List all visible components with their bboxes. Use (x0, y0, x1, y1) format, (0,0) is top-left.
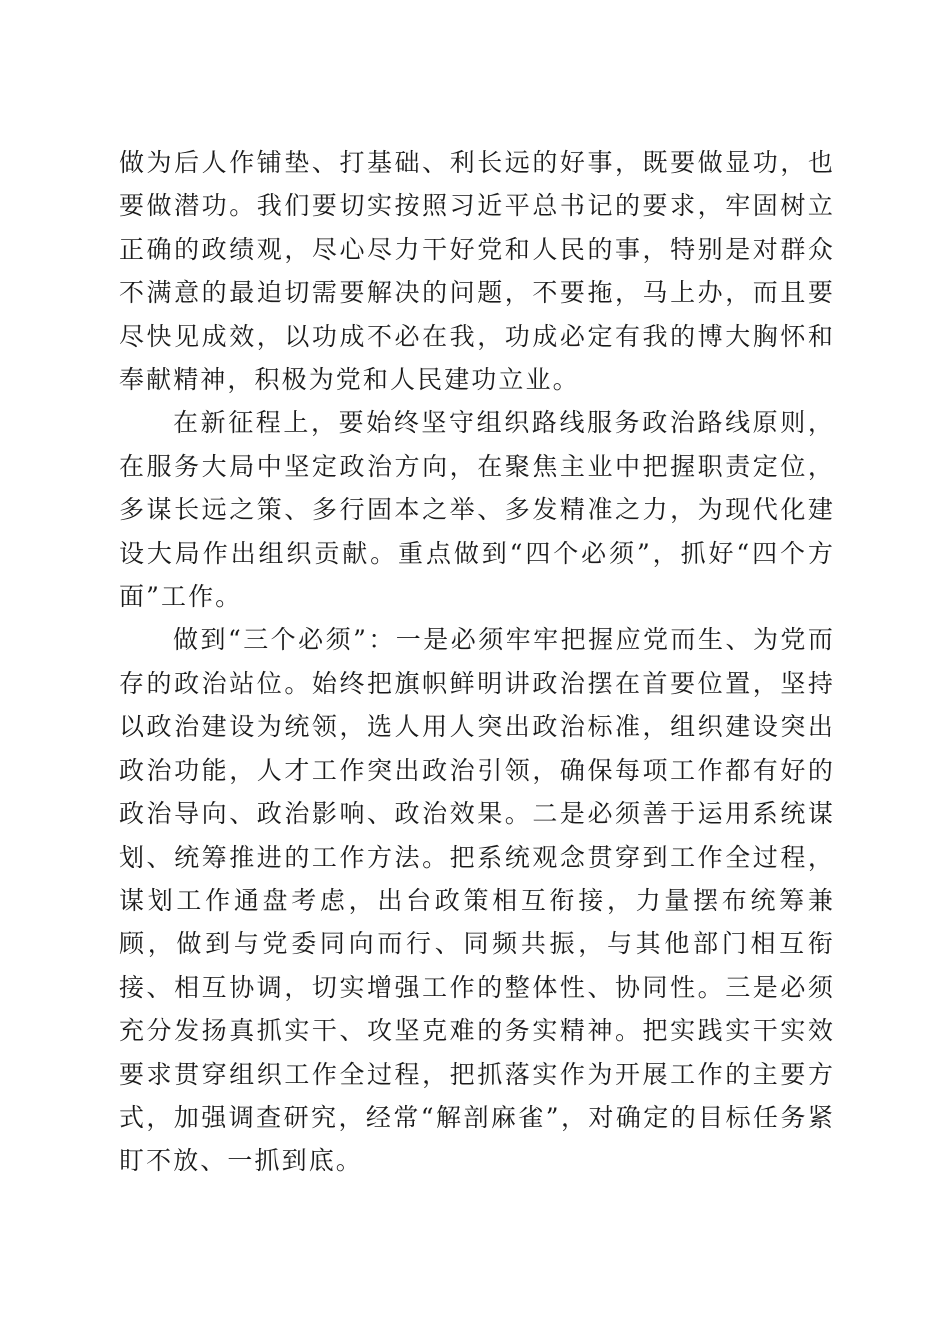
paragraph-three-musts: 做到“三个必须”：一是必须牢牢把握应党而生、为党而存的政治站位。始终把旗帜鲜明讲政治摆在首要位置，坚持以政治建设为统领，选人用人突出政治标准，组织建设突出政治功能，人才工作突出政治引领，确保每项工作都有好的政治导向、政治影响、政治效果。二是必须善于运用系统谋划、统筹推进的工作方法。把系统观念贯穿到工作全过程，谋划工作通盘考虑，出台政策相互衔接，力量摆布统筹兼顾，做到与党委同向而行、同频共振，与其他部门相互衔接、相互协调，切实增强工作的整体性、协同性。三是必须充分发扬真抓实干、攻坚克难的务实精神。把实践实干实效要求贯穿组织工作全过程，把抓落实作为开展工作的主要方式，加强调查研究，经常“解剖麻雀”，对确定的目标任务紧盯不放、一抓到底。 (119, 625, 835, 1176)
paragraph-new-journey: 在新征程上，要始终坚守组织路线服务政治路线原则，在服务大局中坚定政治方向，在聚焦主业中把握职责定位，多谋长远之策、多行固本之举、多发精准之力，为现代化建设大局作出组织贡献。重点做到“四个必须”，抓好“四个方面”工作。 (119, 408, 835, 612)
paragraph-continuation: 做为后人作铺垫、打基础、利长远的好事，既要做显功，也要做潜功。我们要切实按照习近平总书记的要求，牢固树立正确的政绩观，尽心尽力干好党和人民的事，特别是对群众不满意的最迫切需要解决的问题，不要拖，马上办，而且要尽快见成效，以功成不必在我，功成必定有我的博大胸怀和奉献精神，积极为党和人民建功立业。 (119, 148, 835, 395)
document-body (119, 141, 835, 1183)
